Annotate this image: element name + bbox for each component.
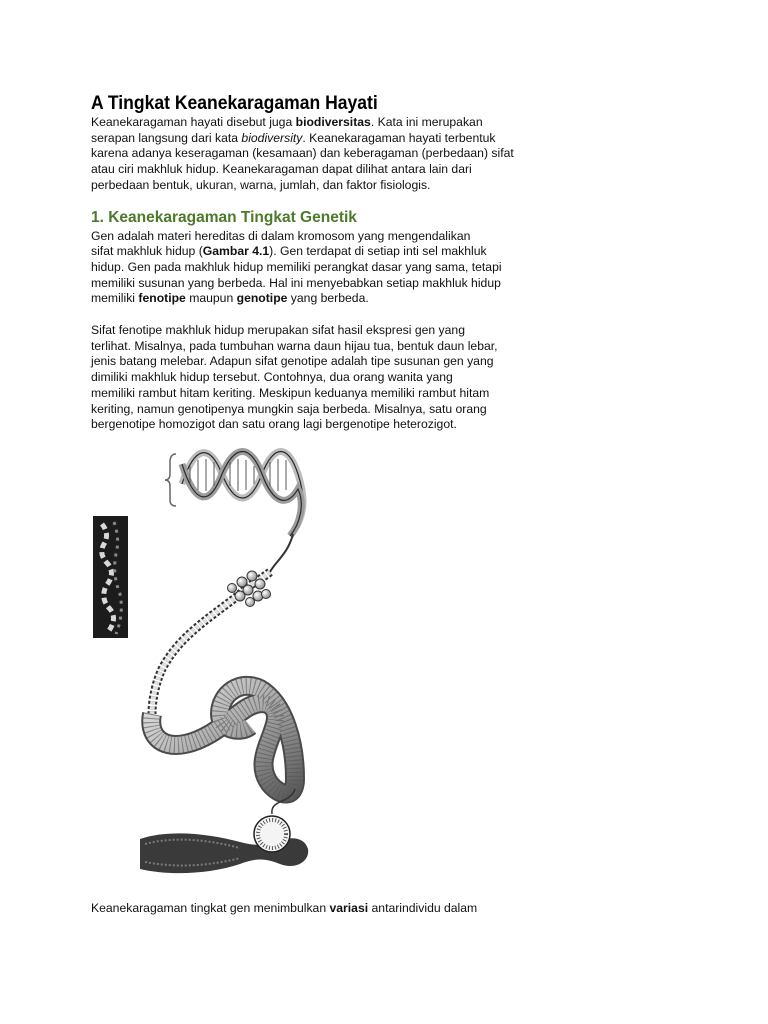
- text-line: memiliki rambut hitam keriting. Meskipun keduanya memiliki rambut hitam: [91, 385, 490, 400]
- text-line: memiliki fenotipe maupun genotipe yang berbeda.: [91, 291, 369, 306]
- section-heading-genetik: 1. Keanekaragaman Tingkat Genetik: [91, 208, 357, 226]
- document-page: [91, 92, 561, 433]
- italic-term: biodiversity: [241, 130, 303, 145]
- text-line: Sifat fenotipe makhluk hidup merupakan sifat hasil ekspresi gen yang: [91, 323, 465, 338]
- text-line: Keanekaragaman tingkat gen menimbulkan variasi antarindividu dalam: [91, 901, 478, 915]
- text-line: bergenotipe homozigot dan satu orang lagi bergenotipe heterozigot.: [91, 417, 457, 432]
- text-line: sifat makhluk hidup (Gambar 4.1). Gen terdapat di setiap inti sel makhluk: [91, 244, 487, 259]
- genetik-paragraph-2: [91, 323, 561, 433]
- text-line: hidup. Gen pada makhluk hidup memiliki perangkat dasar yang sama, tetapi: [91, 259, 502, 274]
- bold-term: biodiversitas: [295, 115, 371, 129]
- text-line: karena adanya keseragaman (kesamaan) dan keberagaman (perbedaan) sifat: [91, 146, 514, 161]
- figure-caption-paragraph: [91, 901, 477, 917]
- bold-term: fenotipe: [138, 291, 186, 306]
- text-line: terlihat. Misalnya, pada tumbuhan warna daun hijau tua, bentuk daun lebar,: [91, 338, 498, 353]
- page-title: A Tingkat Keanekaragaman Hayati: [91, 92, 378, 114]
- bold-term: genotipe: [236, 291, 288, 306]
- chromosome-micrograph: [93, 516, 128, 638]
- dna-chromosome-figure: [90, 444, 320, 888]
- genetik-paragraph-1: [91, 229, 561, 308]
- text-line: dimiliki makhluk hidup tersebut. Contohnya, dua orang wanita yang: [91, 370, 453, 385]
- supercoiled-fiber: [151, 686, 295, 794]
- double-helix: [182, 452, 303, 537]
- dna-illustration: [90, 444, 320, 888]
- bold-term: Gambar 4.1: [202, 244, 270, 259]
- text-line: Keanekaragaman hayati disebut juga biodiversitas. Kata ini merupakan: [91, 115, 483, 129]
- chromosome: [140, 816, 308, 873]
- intro-paragraph: [91, 115, 561, 194]
- text-line: memiliki susunan yang berbeda. Hal ini menyebabkan setiap makhluk hidup: [91, 275, 501, 290]
- bold-term: variasi: [329, 901, 369, 915]
- text-line: keriting, namun genotipenya mungkin saja berbeda. Misalnya, satu orang: [91, 401, 487, 416]
- text-line: perbedaan bentuk, ukuran, warna, jumlah, dan faktor fisiologis.: [91, 177, 431, 192]
- text-line: serapan langsung dari kata biodiversity. Keanekaragaman hayati terbentuk: [91, 130, 496, 145]
- text-line: Gen adalah materi hereditas di dalam kromosom yang mengendalikan: [91, 228, 471, 243]
- text-line: atau ciri makhluk hidup. Keanekaragaman dapat dilihat antara lain dari: [91, 162, 472, 177]
- text-line: jenis batang melebar. Adapun sifat genotipe adalah tipe susunan gen yang: [91, 354, 494, 369]
- bracket: [165, 454, 176, 506]
- dna-strand: [270, 534, 293, 572]
